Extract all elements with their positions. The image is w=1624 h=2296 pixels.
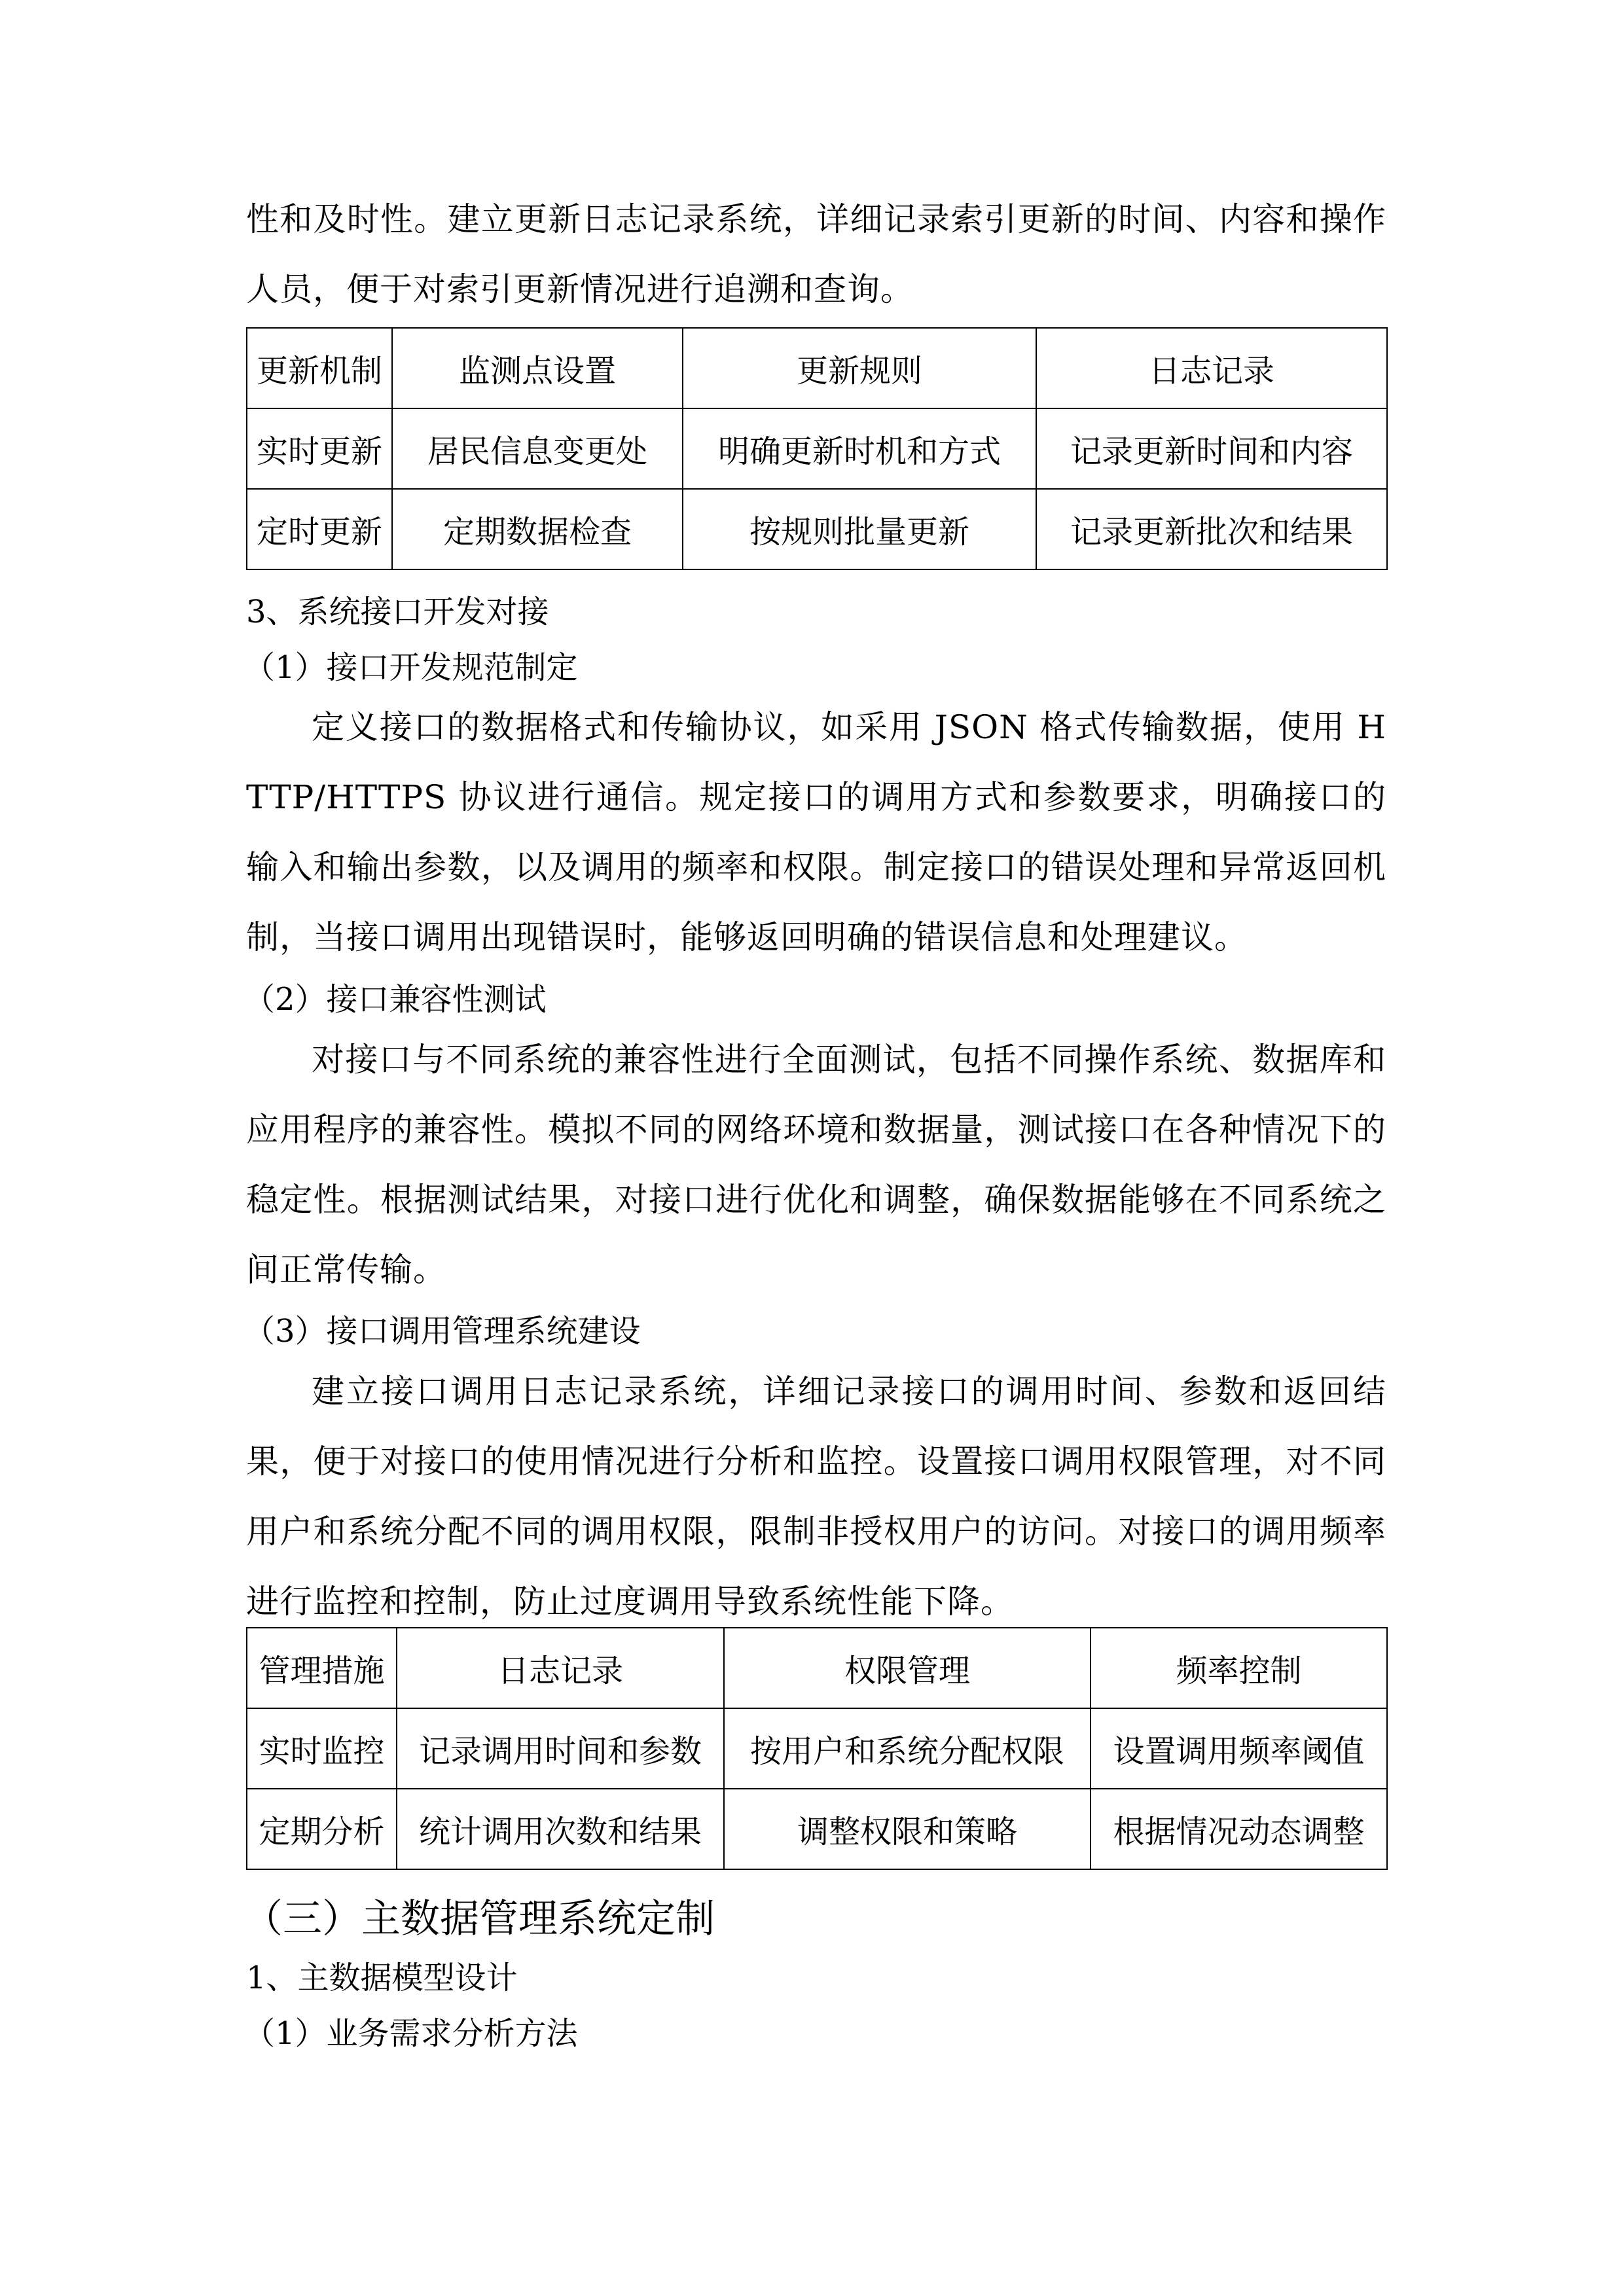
index-update-table: [246, 327, 1388, 570]
table-cell: 记录更新时间和内容: [1036, 408, 1387, 489]
table-cell: 实时监控: [247, 1708, 397, 1789]
table-row: [247, 408, 1387, 489]
table-header-cell: 更新机制: [247, 328, 392, 408]
table-cell: 调整权限和策略: [724, 1789, 1091, 1869]
table-cell: 记录调用时间和参数: [397, 1708, 724, 1789]
table-row: [247, 1789, 1387, 1869]
table-row: [247, 489, 1387, 569]
table-cell: 明确更新时机和方式: [683, 408, 1036, 489]
table-header-row: [247, 1628, 1387, 1708]
table-header-cell: 日志记录: [1036, 328, 1387, 408]
table-cell: 统计调用次数和结果: [397, 1789, 724, 1869]
table-header-cell: 频率控制: [1091, 1628, 1387, 1708]
subsection-3-heading: （3）接口调用管理系统建设: [244, 1313, 641, 1350]
table-cell: 居民信息变更处: [392, 408, 683, 489]
part-3-heading: （三）主数据管理系统定制: [244, 1896, 715, 1942]
table-cell: 实时更新: [247, 408, 392, 489]
table-header-cell: 管理措施: [247, 1628, 397, 1708]
table-cell: 记录更新批次和结果: [1036, 489, 1387, 569]
subsection-2-heading: （2）接口兼容性测试: [244, 981, 547, 1018]
subsection-1-heading: （1）接口开发规范制定: [244, 649, 578, 686]
table-header-cell: 监测点设置: [392, 328, 683, 408]
table-cell: 定期数据检查: [392, 489, 683, 569]
section-3-heading: 3、系统接口开发对接: [246, 594, 549, 630]
subsection-3-paragraph: 建立接口调用日志记录系统，详细记录接口的调用时间、参数和返回结果，便于对接口的使用情况进行分析和监控。设置接口调用权限管理，对不同用户和系统分配不同的调用权限，限制非授权用户的访问。对接口的调用频率进行监控和控制，防止过度调用导致系统性能下降。: [246, 1372, 1386, 1621]
table-header-cell: 日志记录: [397, 1628, 724, 1708]
table-header-cell: 权限管理: [724, 1628, 1091, 1708]
interface-management-table: [246, 1627, 1388, 1870]
section-1-heading: 1、主数据模型设计: [246, 1960, 518, 1996]
intro-paragraph: 性和及时性。建立更新日志记录系统，详细记录索引更新的时间、内容和操作人员，便于对索引更新情况进行追溯和查询。: [246, 200, 1386, 308]
table-cell: 设置调用频率阈值: [1091, 1708, 1387, 1789]
table-cell: 按规则批量更新: [683, 489, 1036, 569]
subsection-1-heading-2: （1）业务需求分析方法: [244, 2015, 578, 2052]
table-cell: 按用户和系统分配权限: [724, 1708, 1091, 1789]
table-cell: 定期分析: [247, 1789, 397, 1869]
table-cell: 根据情况动态调整: [1091, 1789, 1387, 1869]
subsection-1-paragraph: 定义接口的数据格式和传输协议，如采用 JSON 格式传输数据，使用 HTTP/HTTPS 协议进行通信。规定接口的调用方式和参数要求，明确接口的输入和输出参数，以及调用的频率和权限。制定接口的错误处理和异常返回机制，当接口调用出现错误时，能够返回明确的错误信息和处理建议。: [246, 708, 1386, 956]
table-row: [247, 1708, 1387, 1789]
table-header-row: [247, 328, 1387, 408]
subsection-2-paragraph: 对接口与不同系统的兼容性进行全面测试，包括不同操作系统、数据库和应用程序的兼容性。模拟不同的网络环境和数据量，测试接口在各种情况下的稳定性。根据测试结果，对接口进行优化和调整，确保数据能够在不同系统之间正常传输。: [246, 1041, 1386, 1289]
table-header-cell: 更新规则: [683, 328, 1036, 408]
table-cell: 定时更新: [247, 489, 392, 569]
